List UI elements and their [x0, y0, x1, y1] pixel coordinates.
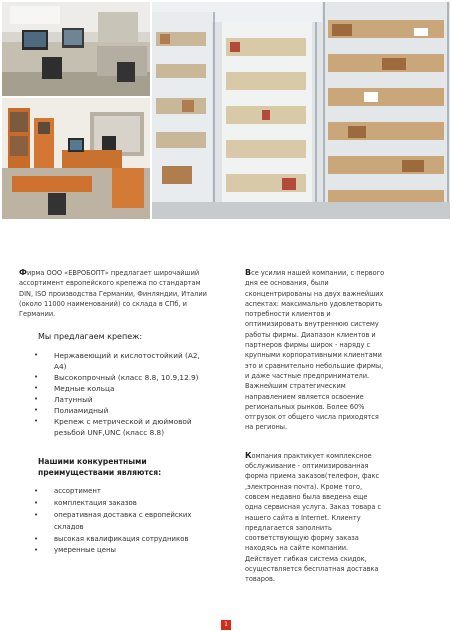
list-item — [19, 545, 214, 557]
bullet-icon: • — [34, 534, 39, 543]
bullet-icon: • — [34, 487, 39, 496]
photo-office-icon — [2, 98, 150, 219]
list-item-text: Латунный — [54, 395, 93, 405]
right-paragraph-1 — [245, 268, 385, 433]
list-item — [19, 416, 214, 438]
para1-text: се усилия нашей компании, с первого дня ее основания, были сконцентрированы на двух важнейших аспектах: максимально удовлетворить потребности клиентов и оптимизировать внутреннюю систему работы фирмы. Диапазон клиентов и партнеров фирмы широк - наряду с крупными корпоративными клиентами это и сравнительно небольшие фирмы, и даже частные предприниматели. Важнейшим стратегическим направлением является освоение региональных рынков. Более 60% отгрузок от общего числа приходятся на регионы. — [245, 269, 385, 432]
list-item-text: Крепеж с метрической и дюймовой резьбой UNF,UNC (класс 8.8) — [54, 417, 192, 438]
list-item — [19, 486, 214, 498]
intro-paragraph — [19, 268, 214, 319]
bullet-icon: • — [34, 417, 39, 426]
list-item — [19, 383, 214, 394]
para2-text: омпания практикует комплексное обслуживание - оптимизированная форма приема заказов(телефон, факс ,электронная почта). Кроме того, совсем недавно была введена еще одна сервисная услуга. Заказ товара с нашего сайта в Internet. Клиенту предлагается заполнить соответствующую форму заказа находясь на сайте компании. Действует гибкая система скидок, осуществляется бесплатная доставка товаров. — [245, 451, 382, 584]
intro-text: ирма ООО «ЕВРОБОПТ» предлагает широчайший ассортимент европейского крепежа по стандартам DIN, ISO производства Германии, Финляндии, Италии (около 11000 наименований) со склада в СПб, и Германии. — [19, 269, 207, 319]
list-item-text: ассортимент — [54, 487, 101, 496]
para2-drop-cap: К — [245, 450, 252, 460]
list-item-text: оперативная доставка с европейских складов — [54, 511, 192, 531]
list-item — [19, 405, 214, 416]
list-item-text: умеренные цены — [54, 546, 116, 555]
list-item — [19, 498, 214, 510]
photo-warehouse-icon — [152, 2, 450, 219]
advantages-heading: Нашими конкурентными преимуществами являются: — [38, 457, 162, 478]
photo-office-1 — [2, 2, 150, 96]
left-column — [19, 268, 214, 557]
list-item — [19, 350, 214, 372]
list-item — [19, 510, 214, 534]
photo-warehouse — [152, 2, 450, 219]
bullet-icon: • — [34, 395, 39, 404]
para1-drop-cap: В — [245, 268, 252, 277]
right-paragraph-2 — [245, 451, 385, 585]
photo-office-2 — [2, 98, 150, 219]
list-item-text: Нержавеющий и кислотостойкий (А2, А4) — [54, 351, 200, 372]
right-column — [245, 268, 385, 585]
list-item-text: комплектация заказов — [54, 499, 137, 508]
page-number: 1 — [221, 620, 231, 630]
bullet-icon: • — [34, 511, 39, 520]
list-item — [19, 372, 214, 383]
bullet-icon: • — [34, 546, 39, 555]
list-item — [19, 394, 214, 405]
list-item-text: Высокопрочный (класс 8.8, 10.9,12.9) — [54, 373, 199, 383]
bullet-icon: • — [34, 406, 39, 415]
list-item-text: высокая квалификация сотрудников — [54, 534, 189, 543]
list-item-text: Полиамидный — [54, 406, 109, 416]
bullet-icon: • — [34, 384, 39, 393]
advantages-list — [19, 486, 214, 557]
bullet-icon: • — [34, 351, 39, 360]
list-item-text: Медные кольца — [54, 384, 115, 394]
list-item — [19, 534, 214, 546]
photo-office-icon — [2, 2, 150, 96]
bullet-icon: • — [34, 373, 39, 382]
offer-list — [19, 350, 214, 438]
bullet-icon: • — [34, 499, 39, 508]
offer-heading: Мы предлагаем крепеж: — [38, 332, 143, 342]
intro-drop-cap: Ф — [19, 268, 27, 277]
